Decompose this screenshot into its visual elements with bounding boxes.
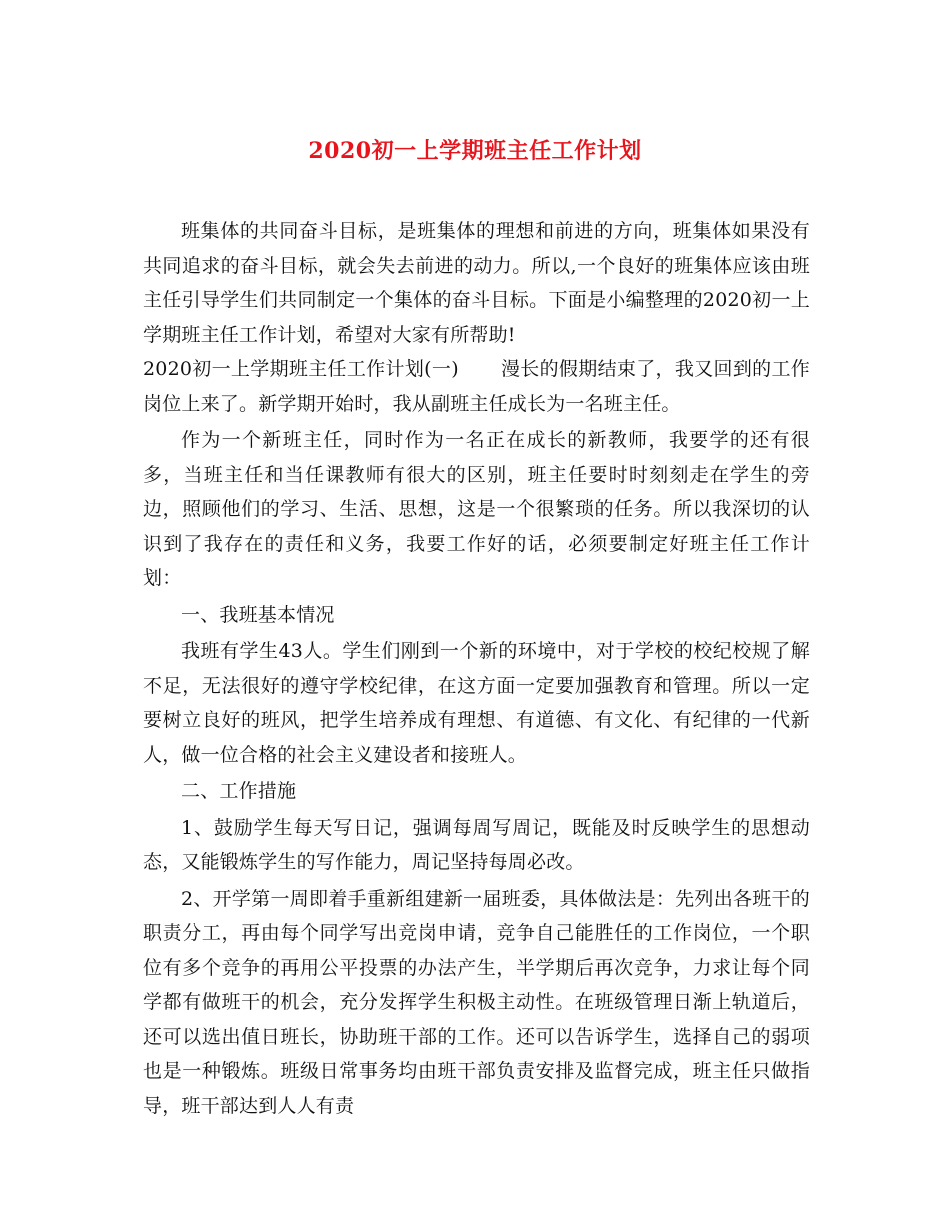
section-heading: 2020初一上学期班主任工作计划(一) (143, 358, 459, 380)
document-body (143, 214, 810, 1123)
measure-item-2: 2、开学第一周即着手重新组建新一届班委，具体做法是：先列出各班干的职责分工，再由每个同学写出竞岗申请，竞争自己能胜任的工作岗位，一个职位有多个竞争的再用公平投票的办法产生，半学期后再次竞争，力求让每个同学都有做班干的机会，充分发挥学生积极主动性。在班级管理日渐上轨道后，还可以选出值日班长，协助班干部的工作。还可以告诉学生，选择自己的弱项也是一种锻炼。班级日常事务均由班干部负责安排及监督完成，班主任只做指导，班干部达到人人有责 (143, 887, 810, 1117)
document-title: 2020初一上学期班主任工作计划 (308, 138, 642, 164)
heading-basic-situation: 一、我班基本情况 (181, 603, 335, 626)
section-one-paragraph (143, 352, 810, 421)
intro-paragraph: 班集体的共同奋斗目标，是班集体的理想和前进的方向，班集体如果没有共同追求的奋斗目标，就会失去前进的动力。所以,一个良好的班集体应该由班主任引导学生们共同制定一个集体的奋斗目标。下面是小编整理的2020初一上学期班主任工作计划，希望对大家有所帮助! (143, 220, 810, 346)
measure-item-1: 1、鼓励学生每天写日记，强调每周写周记，既能及时反映学生的思想动态，又能锻炼学生的写作能力，周记坚持每周必改。 (143, 816, 810, 873)
heading-work-measures: 二、工作措施 (181, 780, 297, 802)
paragraph-new-teacher: 作为一个新班主任，同时作为一名正在成长的新教师，我要学的还有很多，当班主任和当任课教师有很大的区别，班主任要时时刻刻走在学生的旁边，照顾他们的学习、生活、思想，这是一个很繁琐的任务。所以我深切的认识到了我存在的责任和义务，我要工作好的话，必须要制定好班主任工作计划： (143, 429, 810, 589)
paragraph-class-situation: 我班有学生43人。学生们刚到一个新的环境中，对于学校的校纪校规了解不足，无法很好的遵守学校纪律，在这方面一定要加强教育和管理。所以一定要树立良好的班风，把学生培养成有理想、有道德、有文化、有纪律的一代新人，做一位合格的社会主义建设者和接班人。 (143, 640, 810, 766)
section-start-text: 漫长的假期结束了，我又回到的工作岗位上来了。新学期开始时，我从副班主任成长为一名班主任。 (143, 358, 810, 415)
